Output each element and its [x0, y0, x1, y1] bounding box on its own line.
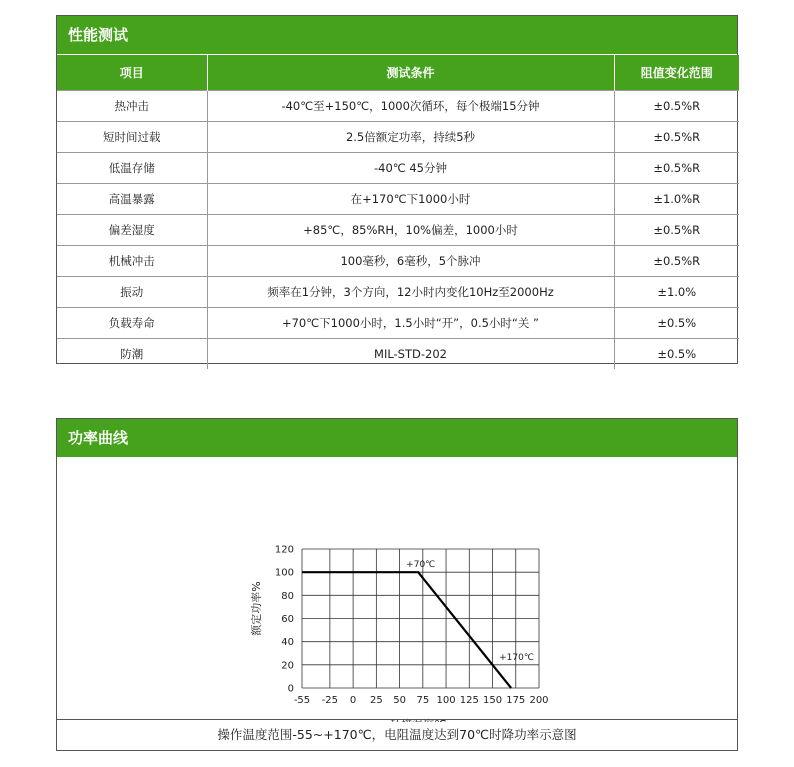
- x-tick-label: -25: [321, 695, 339, 706]
- y-tick-label: 20: [281, 660, 294, 672]
- performance-table: [57, 55, 739, 369]
- table-row: [57, 308, 739, 339]
- table-row: [57, 91, 739, 122]
- cell-range: ±0.5%R: [614, 122, 739, 153]
- cell-condition: 在+170℃下1000小时: [207, 184, 614, 215]
- cell-condition: +85℃，85%RH，10%偏差，1000小时: [207, 215, 614, 246]
- table-row: [57, 153, 739, 184]
- header-item: 项目: [57, 55, 207, 91]
- cell-condition: -40℃ 45分钟: [207, 153, 614, 184]
- power-curve-title: 功率曲线: [57, 419, 737, 458]
- y-tick-label: 100: [274, 567, 294, 579]
- table-row: [57, 215, 739, 246]
- cell-item: 低温存储: [57, 153, 207, 184]
- power-derating-chart: [57, 458, 737, 722]
- y-tick-label: 60: [281, 614, 294, 625]
- cell-range: ±1.0%: [614, 277, 739, 308]
- x-tick-label: 150: [482, 695, 503, 706]
- cell-range: ±0.5%R: [614, 246, 739, 277]
- table-row: [57, 246, 739, 277]
- cell-range: ±0.5%R: [614, 153, 739, 184]
- table-header-row: [57, 55, 739, 91]
- x-tick-label: 50: [393, 695, 406, 706]
- cell-item: 防潮: [57, 339, 207, 370]
- table-row: [57, 184, 739, 215]
- cell-condition: MIL-STD-202: [207, 339, 614, 370]
- cell-range: ±0.5%: [614, 339, 739, 370]
- cell-condition: -40℃至+150℃，1000次循环，每个极端15分钟: [207, 91, 614, 122]
- cell-range: ±0.5%R: [614, 215, 739, 246]
- cell-condition: 频率在1分钟，3个方向，12小时内变化10Hz至2000Hz: [207, 277, 614, 308]
- cell-item: 机械冲击: [57, 246, 207, 277]
- performance-test-section: [56, 15, 738, 364]
- cell-item: 负载寿命: [57, 308, 207, 339]
- cell-range: ±0.5%R: [614, 91, 739, 122]
- x-tick-label: 25: [369, 695, 383, 706]
- curve-annotation: +170℃: [499, 652, 534, 663]
- x-tick-label: 200: [529, 695, 549, 706]
- x-tick-label: -55: [293, 695, 311, 706]
- table-row: [57, 339, 739, 370]
- chart-caption: 操作温度范围-55~+170℃，电阻温度达到70℃时降功率示意图: [57, 719, 737, 750]
- cell-range: ±1.0%R: [614, 184, 739, 215]
- cell-condition: +70℃下1000小时，1.5小时“开”，0.5小时“关 ”: [207, 308, 614, 339]
- cell-condition: 100毫秒，6毫秒，5个脉冲: [207, 246, 614, 277]
- header-range: 阻值变化范围: [614, 55, 739, 91]
- cell-item: 高温暴露: [57, 184, 207, 215]
- performance-section-title: 性能测试: [57, 16, 737, 55]
- y-tick-label: 120: [274, 544, 294, 556]
- x-tick-label: 100: [436, 695, 456, 706]
- x-tick-label: 0: [349, 695, 357, 706]
- x-tick-label: 125: [459, 695, 479, 706]
- x-tick-label: 175: [506, 695, 526, 706]
- y-tick-label: 80: [281, 590, 294, 602]
- table-row: [57, 122, 739, 153]
- cell-item: 偏差湿度: [57, 215, 207, 246]
- cell-item: 振动: [57, 277, 207, 308]
- curve-annotation: +70℃: [406, 560, 436, 571]
- table-row: [57, 277, 739, 308]
- cell-range: ±0.5%: [614, 308, 739, 339]
- cell-condition: 2.5倍额定功率，持续5秒: [207, 122, 614, 153]
- header-condition: 测试条件: [207, 55, 614, 91]
- power-curve-section: [56, 418, 738, 751]
- derating-curve: [302, 572, 511, 688]
- y-tick-label: 40: [281, 637, 294, 649]
- cell-item: 热冲击: [57, 91, 207, 122]
- cell-item: 短时间过载: [57, 122, 207, 153]
- x-tick-label: 75: [416, 695, 430, 706]
- y-axis-label: 额定功率%: [250, 581, 263, 636]
- y-tick-label: 0: [287, 683, 294, 695]
- chart-area: [57, 458, 737, 722]
